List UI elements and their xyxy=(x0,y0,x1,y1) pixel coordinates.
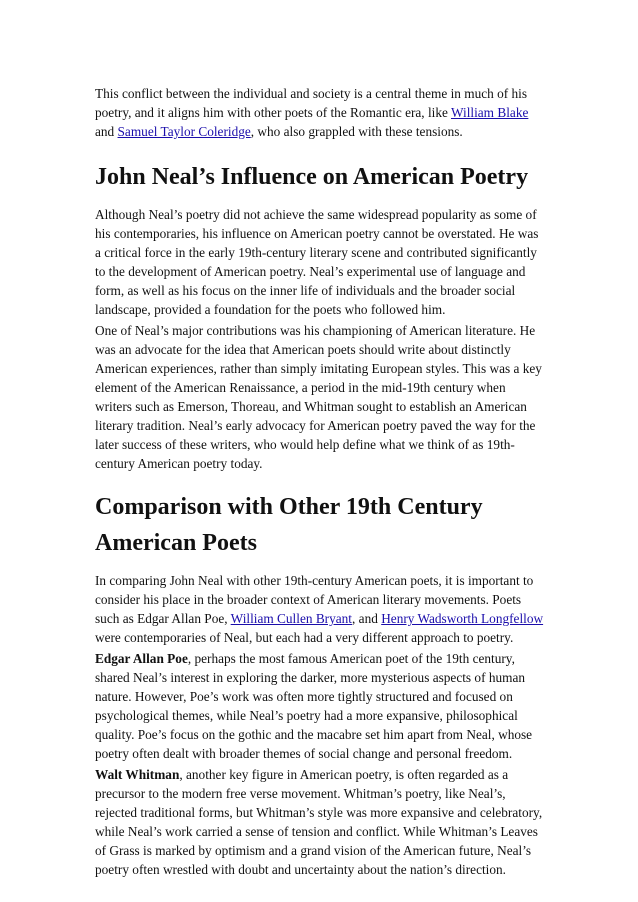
intro-text-after: , who also grappled with these tensions. xyxy=(250,124,463,139)
influence-paragraph-1: Although Neal’s poetry did not achieve the same widespread popularity as some of his contemporaries, his influence on American poetry cannot be overstated. He was a critical force in the early 19th-century literary scene and contributed significantly to the development of American poetry. Neal’s experimental use of language and form, as well as his focus on the inner life of individuals and the broader social landscape, provided a foundation for the poets who followed him. xyxy=(95,207,539,317)
whitman-paragraph xyxy=(95,765,545,879)
document-page xyxy=(95,84,545,881)
heading-influence: John Neal’s Influence on American Poetry xyxy=(95,164,529,190)
whitman-name: Walt Whitman xyxy=(95,767,180,782)
link-samuel-taylor-coleridge[interactable]: Samuel Taylor Coleridge xyxy=(117,124,251,139)
comparison-intro-and: , and xyxy=(352,611,382,626)
link-henry-wadsworth-longfellow[interactable]: Henry Wadsworth Longfellow xyxy=(381,611,544,626)
poe-name: Edgar Allan Poe xyxy=(95,651,188,666)
intro-text-before: This conflict between the individual and society is a central theme in much of his poetry, and it aligns him with other poets of the Romantic era, like xyxy=(95,86,528,120)
poe-text: , perhaps the most famous American poet of the 19th century, shared Neal’s interest in exploring the darker, more mysterious aspects of human nature. However, Poe’s work was often more tightly structured and focused on psychological themes, while Neal’s poetry had a more expansive, philosophical quality. Poe’s focus on the gothic and the macabre set him apart from Neal, whose poetry often dealt with broader themes of social change and personal freedom. xyxy=(95,651,533,761)
poe-paragraph xyxy=(95,649,545,763)
influence-paragraph-2: One of Neal’s major contributions was his championing of American literature. He was an advocate for the idea that American poets should write about distinctly American experiences, rather than simply imitating European styles. This was a key element of the American Renaissance, a period in the mid-19th century when writers such as Emerson, Thoreau, and Whitman sought to establish an American literary tradition. Neal’s early advocacy for American poetry paved the way for the later success of these writers, who would help define what we think of as 19th-century American poetry today. xyxy=(95,323,542,471)
link-william-blake[interactable]: William Blake xyxy=(450,105,529,120)
comparison-intro-paragraph xyxy=(95,571,545,647)
link-william-cullen-bryant[interactable]: William Cullen Bryant xyxy=(230,611,353,626)
comparison-intro-before: In comparing John Neal with other 19th-century American poets, it is important to consider his place in the broader context of American literary movements. Poets such as Edgar Allan Poe, xyxy=(95,573,534,626)
comparison-intro-after: were contemporaries of Neal, but each had a very different approach to poetry. xyxy=(95,630,514,645)
whitman-text: , another key figure in American poetry, is often regarded as a precursor to the modern free verse movement. Whitman’s poetry, like Neal’s, rejected traditional forms, but Whitman’s style was more expansive and celebratory, while Neal’s work carried a sense of tension and conflict. While Whitman’s Leaves of Grass is marked by optimism and a grand vision of the American future, Neal’s poetry often wrestled with doubt and uncertainty about the nation’s direction. xyxy=(95,767,543,877)
heading-comparison: Comparison with Other 19th Century American Poets xyxy=(95,494,483,556)
intro-paragraph xyxy=(95,84,545,141)
intro-text-and: and xyxy=(95,124,118,139)
